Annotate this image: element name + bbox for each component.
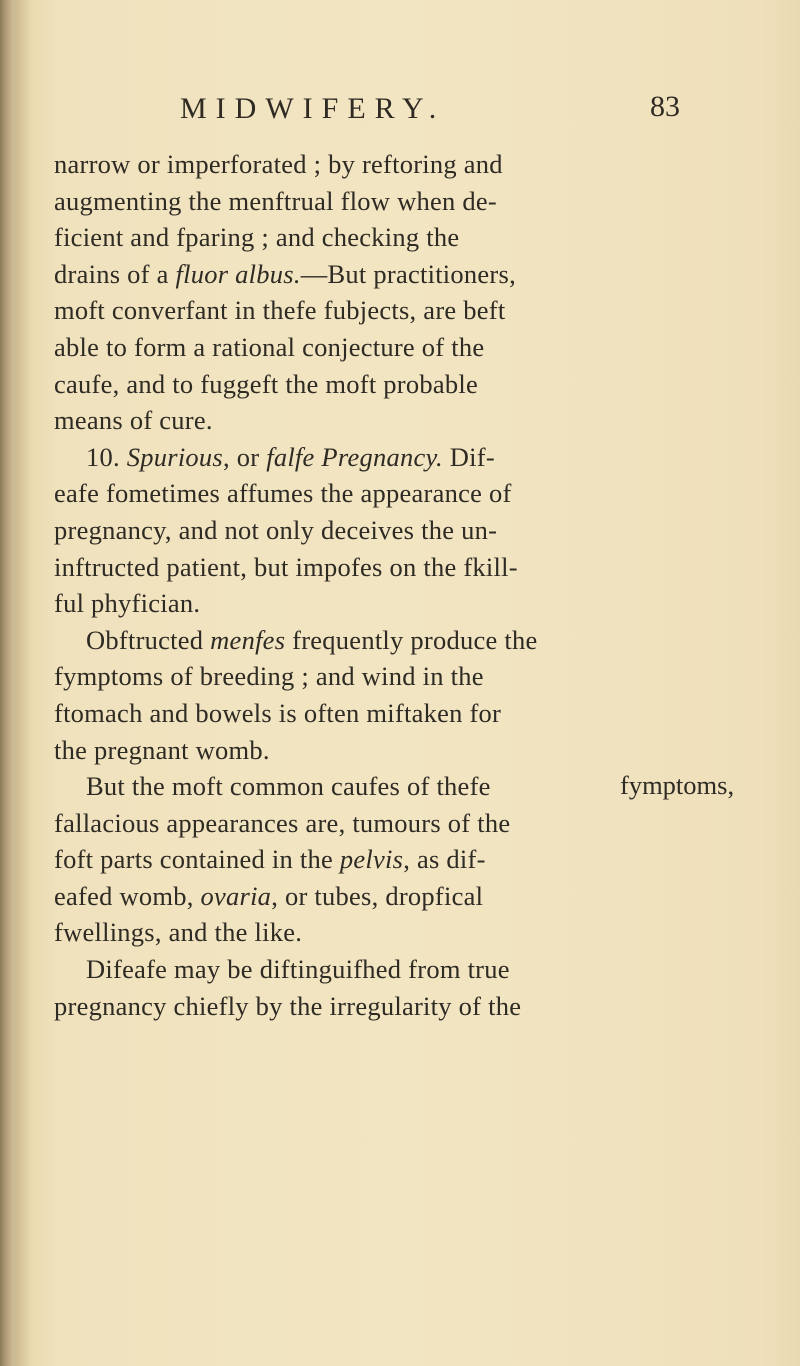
text-run: , as dif- <box>403 844 486 875</box>
text-line: moft converfant in thefe fubjects, are beft <box>54 295 506 326</box>
running-title: MIDWIFERY. <box>180 92 446 125</box>
text-run: eafed womb, <box>54 880 201 911</box>
section-heading-line <box>54 439 774 476</box>
text-run: —But practitioners, <box>300 258 516 289</box>
text-line: ful phyfician. <box>54 588 201 619</box>
page-number: 83 <box>650 90 680 123</box>
text-line: the pregnant womb. <box>54 734 270 765</box>
text-line: inftructed patient, but impofes on the fkill- <box>54 551 518 582</box>
text-run: frequently produce the <box>285 624 538 655</box>
text-line: fymptoms of breeding ; and wind in the <box>54 661 484 692</box>
italic-term: menfes <box>210 624 286 655</box>
text-line: Difeafe may be diftinguifhed from true <box>86 954 510 985</box>
body-text <box>54 146 774 1024</box>
text-run: foft parts contained in the <box>54 844 340 875</box>
text-line: eafe fometimes affumes the appearance of <box>54 478 512 509</box>
gutter-shadow <box>14 0 32 1366</box>
catchword: fymptoms, <box>620 770 735 800</box>
text-line: fwellings, and the like. <box>54 917 303 948</box>
text-run: , or <box>223 441 267 472</box>
text-line: caufe, and to fuggeft the moft probable <box>54 368 479 399</box>
text-line: ftomach and bowels is often miftaken for <box>54 697 502 728</box>
text-run: , or tubes, dropfical <box>271 880 484 911</box>
text-line: But the moft common caufes of thefe <box>86 771 491 802</box>
italic-term: Spurious <box>126 441 223 472</box>
text-run: Dif- <box>442 441 495 472</box>
text-line: fallacious appearances are, tumours of the <box>54 807 511 838</box>
text-line <box>54 622 774 659</box>
italic-term: fluor albus. <box>175 258 301 289</box>
text-line <box>54 256 774 293</box>
italic-term: ovaria <box>200 880 272 911</box>
section-number: 10. <box>86 441 127 472</box>
italic-term: falfe Pregnancy. <box>266 441 443 472</box>
text-line: augmenting the menftrual flow when de- <box>54 185 497 216</box>
text-line: able to form a rational conjecture of the <box>54 331 485 362</box>
italic-term: pelvis <box>339 844 404 875</box>
text-line: ficient and fparing ; and checking the <box>54 222 460 253</box>
text-line: narrow or imperforated ; by reftoring and <box>54 149 503 179</box>
text-run: Obftructed <box>86 624 211 655</box>
text-run: drains of a <box>54 258 176 289</box>
text-line: pregnancy chiefly by the irregularity of the <box>54 990 522 1021</box>
text-line: pregnancy, and not only deceives the un- <box>54 514 498 545</box>
text-line <box>54 878 774 915</box>
binding-gutter <box>0 0 14 1366</box>
text-line <box>54 841 774 878</box>
text-line: means of cure. <box>54 405 213 436</box>
